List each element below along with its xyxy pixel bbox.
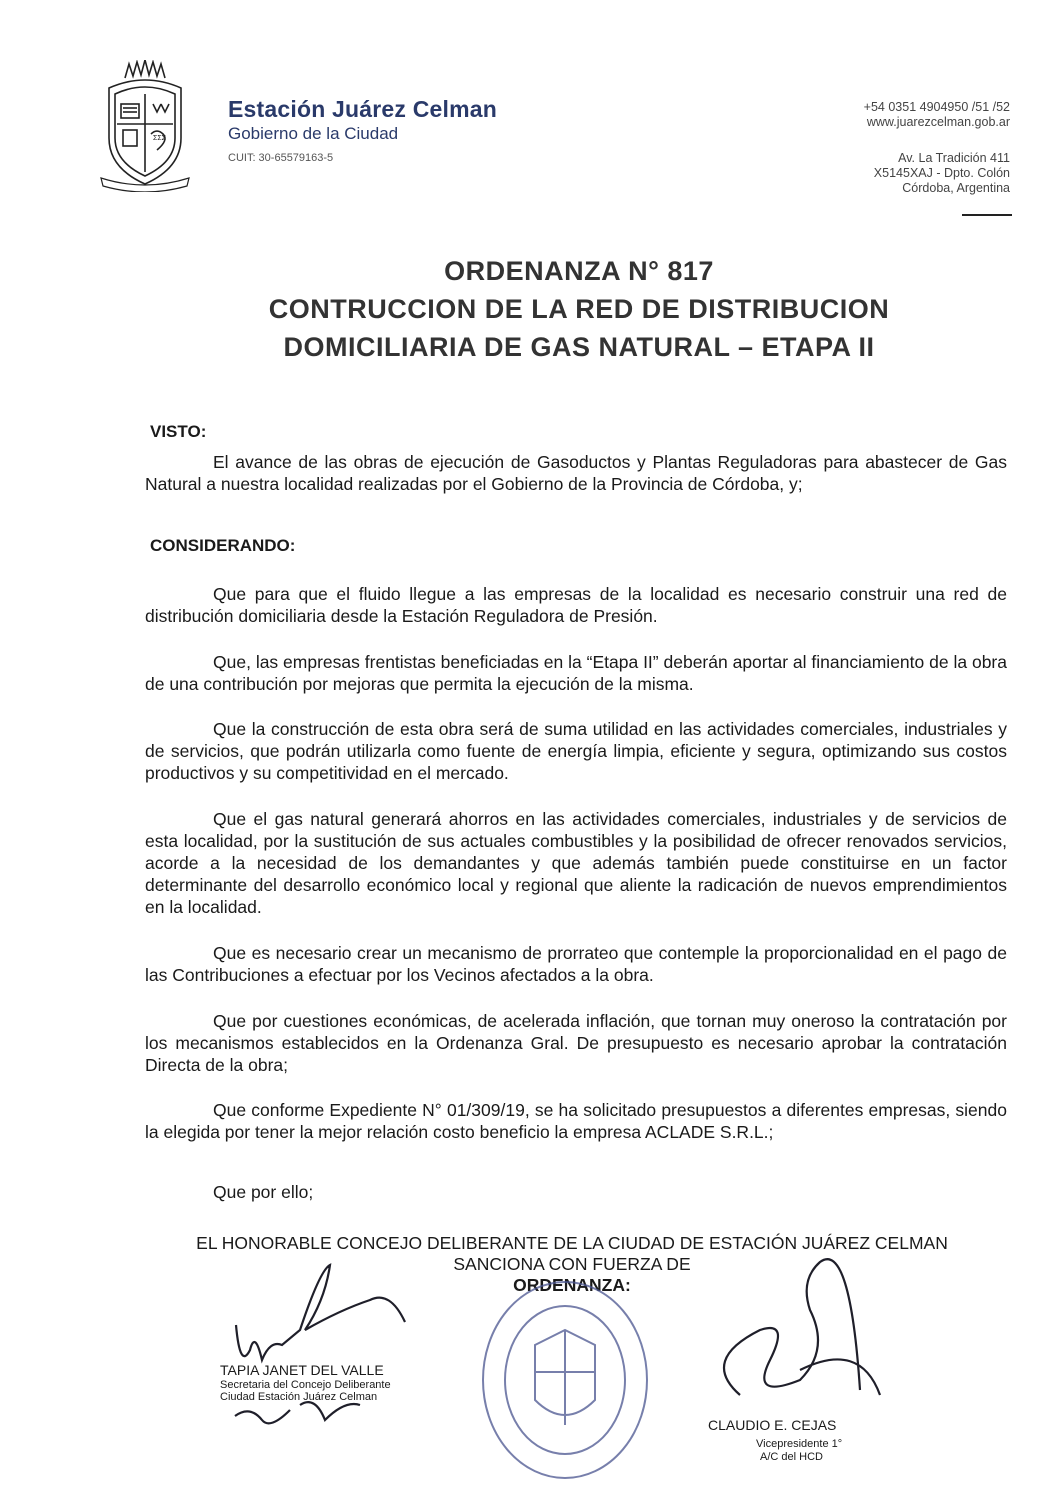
address-line: Córdoba, Argentina	[902, 181, 1010, 195]
enactment-line: SANCIONA CON FUERZA DE	[453, 1254, 691, 1274]
right-signer-name: CLAUDIO E. CEJAS	[708, 1417, 837, 1433]
paragraph: Que conforme Expediente N° 01/309/19, se ha solicitado presupuestos a diferentes empresas, siendo la elegida por tener la mejor relación costo beneficio la empresa ACLADE S.R.L.;	[145, 1100, 1007, 1142]
address-line: X5145XAJ - Dpto. Colón	[873, 166, 1010, 180]
visto-heading: VISTO:	[150, 422, 207, 441]
paragraph: Que la construcción de esta obra será de suma utilidad en las actividades comerciales, industriales y de servicios, que podrán utilizarla como fuente de energía limpia, eficiente y segura, optimizando sus costos productivos y su competitividad en el mercado.	[145, 719, 1007, 783]
enactment-line: EL HONORABLE CONCEJO DELIBERANTE DE LA CIUDAD DE ESTACIÓN JUÁREZ CELMAN	[196, 1233, 948, 1253]
svg-text:ΣΣΣ: ΣΣΣ	[153, 135, 166, 142]
org-subtitle: Gobierno de la Ciudad	[228, 124, 399, 143]
visto-paragraph: El avance de las obras de ejecución de Gasoductos y Plantas Reguladoras para abastecer de Gas Natural a nuestra localidad realizadas por el Gobierno de la Provincia de Córdoba, y;	[145, 452, 1007, 494]
right-signer-role: Vicepresidente 1°	[756, 1438, 843, 1450]
org-cuit: CUIT: 30-65579163-5	[228, 152, 334, 164]
address-line: Av. La Tradición 411	[898, 151, 1010, 165]
enactment-line: ORDENANZA:	[513, 1275, 631, 1295]
paragraph: Que por cuestiones económicas, de acelerada inflación, que tornan muy oneroso la contratación por los mecanismos establecidos en la Ordenanza Gral. De presupuesto es necesario aprobar la contratación Directa de la obra;	[145, 1011, 1007, 1075]
website: www.juarezcelman.gob.ar	[866, 115, 1010, 129]
document-title-line: CONTRUCCION DE LA RED DE DISTRIBUCION	[268, 294, 890, 324]
document-title-line: DOMICILIARIA DE GAS NATURAL – ETAPA II	[283, 332, 875, 362]
left-signer-role: Secretaria del Concejo Deliberante	[220, 1379, 391, 1391]
paragraph: Que para que el fluido llegue a las empresas de la localidad es necesario construir una red de distribución domiciliaria desde la Estación Reguladora de Presión.	[145, 584, 1007, 626]
org-name: Estación Juárez Celman	[228, 96, 498, 122]
considerando-heading: CONSIDERANDO:	[150, 536, 296, 555]
left-signer-role: Ciudad Estación Juárez Celman	[220, 1391, 378, 1403]
paragraph: Que el gas natural generará ahorros en las actividades comerciales, industriales y de servicios de esta localidad, por la sustitución de sus actuales combustibles y la posibilidad de ofrecer renovados servicios, acorde a la necesidad de los demandantes y que además también puede constituirse en un factor determinante del desarrollo económico local y regional que aliente la radicación de nuevos emprendimientos en la localidad.	[145, 809, 1007, 917]
phone: +54 0351 4904950 /51 /52	[863, 100, 1010, 114]
document-title: ORDENANZA N° 817	[444, 256, 714, 286]
right-signer-role: A/C del HCD	[760, 1451, 823, 1463]
paragraph: Que, las empresas frentistas beneficiadas en la “Etapa II” deberán aportar al financiamiento de la obra de una contribución por mejoras que permita la ejecución de la misma.	[145, 652, 1007, 694]
seal-stamp	[483, 1282, 647, 1478]
paragraph: Que por ello;	[213, 1182, 314, 1202]
paragraph: Que es necesario crear un mecanismo de prorrateo que contemple la proporcionalidad en el pago de las Contribuciones a efectuar por los Vecinos afectados a la obra.	[145, 943, 1007, 985]
left-signer-name: TAPIA JANET DEL VALLE	[220, 1362, 384, 1378]
